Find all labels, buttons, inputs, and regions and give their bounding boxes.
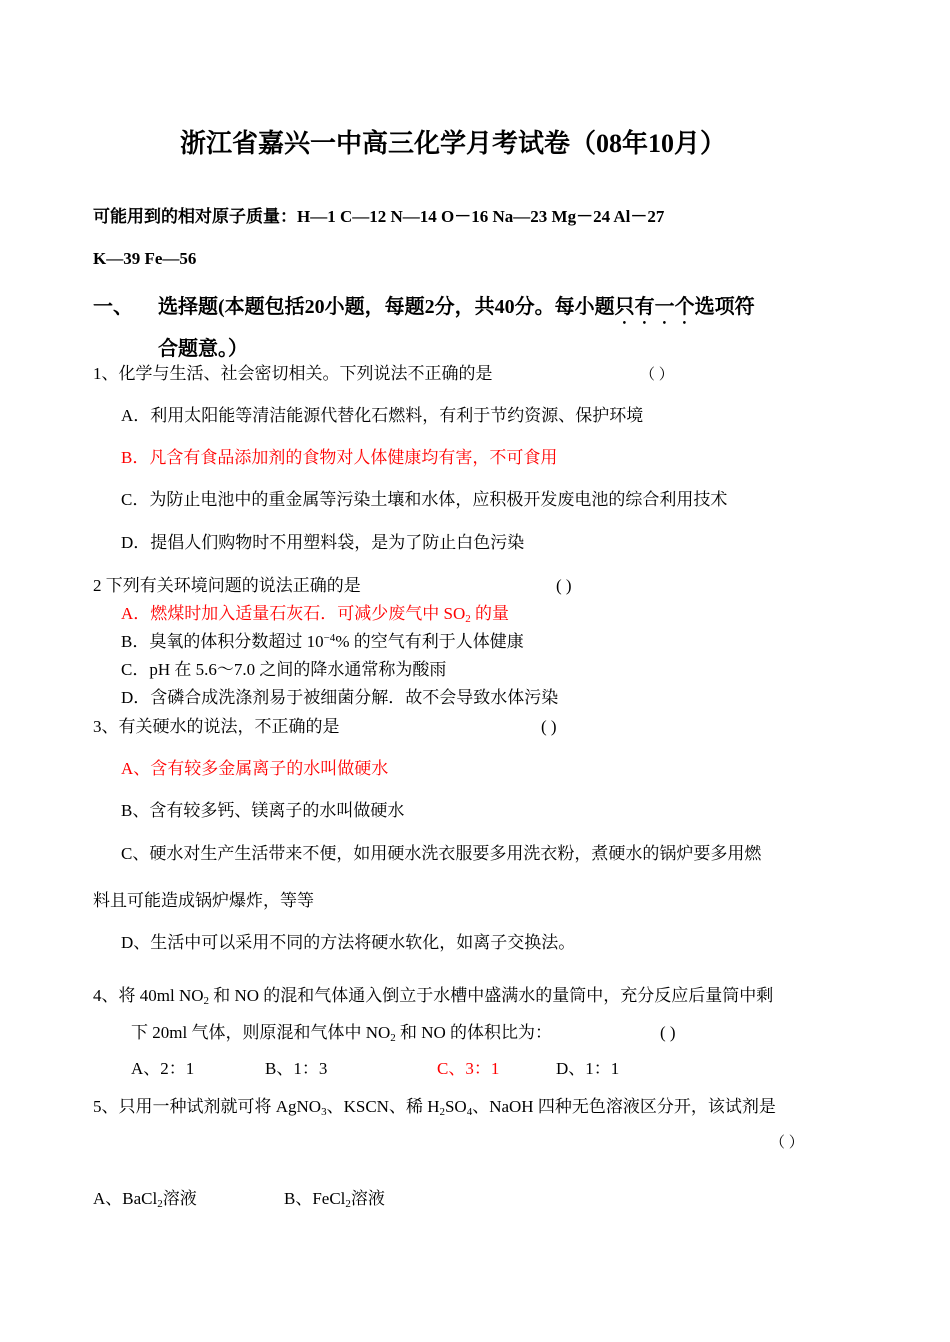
q1-answer-bracket: （ ） [640,367,674,383]
q2-option-a-tail: 的量 [470,604,510,623]
section-number: 一、 [93,296,133,318]
q5-stem-subscript-3: 4 [466,1106,473,1118]
q2-option-b-tail: % 的空气有利于人体健康 [335,632,524,651]
q2-option-a-text: A．燃煤时加入适量石灰石．可减少废气中 SO [121,604,466,623]
q2-option-b [121,631,524,653]
q5-stem-text-1: 5、只用一种试剂就可将 AgNO [93,1097,322,1116]
q4-stem-text-b: 和 NO 的混和气体通入倒立于水槽中盛满水的量筒中，充分反应后量筒中剩 [209,986,774,1005]
q5-stem-text-3: SO [444,1097,467,1116]
q2-option-b-text: B．臭氧的体积分数超过 10 [121,632,324,651]
q5-answer-bracket: （ ） [770,1135,804,1151]
q2-option-d: D．含磷合成洗涤剂易于被细菌分解．故不会导致水体污染 [121,688,559,707]
section-heading-text-b: 选项符 [694,296,755,318]
q3-stem: 3、有关硬水的说法，不正确的是 [93,717,340,736]
q1-option-a: A．利用太阳能等清洁能源代替化石燃料，有利于节约资源、保护环境 [121,406,644,425]
page-title: 浙江省嘉兴一中高三化学月考试卷（08年10月） [180,129,727,158]
q5-stem-text-2: 、KSCN、稀 H [326,1097,440,1116]
q5-stem-subscript-2: 2 [439,1106,445,1118]
q4-option-d: D、1：1 [556,1059,620,1078]
q3-option-b: B、含有较多钙、镁离子的水叫做硬水 [121,801,405,820]
q4-stem-text-a: 4、将 40ml NO [93,986,204,1005]
q5-option-a-subscript: 2 [157,1198,163,1210]
q5-option-b-text: B、FeCl [284,1189,346,1208]
q1-option-b: B．凡含有食品添加剂的食物对人体健康均有害，不可食用 [121,448,558,467]
q2-option-a [121,603,509,625]
q1-stem: 1、化学与生活、社会密切相关。下列说法不正确的是 [93,364,493,383]
atomic-masses-line-1: 可能用到的相对原子质量：H—1 C—12 N—14 O－16 Na—23 Mg－24 Al－27 [93,207,665,226]
q3-answer-bracket: ( ) [541,717,557,736]
q2-option-a-subscript: 2 [465,613,471,625]
q4-answer-bracket: ( ) [660,1023,676,1042]
q3-option-a: A、含有较多金属离子的水叫做硬水 [121,759,389,778]
q2-stem: 2 下列有关环境问题的说法正确的是 [93,576,361,595]
q5-option-b [284,1188,385,1210]
q2-answer-bracket: ( ) [556,576,572,595]
q3-option-d: D、生活中可以采用不同的方法将硬水软化，如离子交换法。 [121,933,576,952]
q5-stem [93,1096,776,1118]
q2-option-c: C．pH 在 5.6～7.0 之间的降水通常称为酸雨 [121,660,447,679]
q5-option-a-text: A、BaCl [93,1189,158,1208]
q4-option-b: B、1：3 [265,1059,328,1078]
q5-option-a-tail: 溶液 [162,1189,197,1208]
q4-option-a: A、2：1 [131,1059,195,1078]
q2-option-b-exponent: −4 [323,632,336,644]
q5-option-b-subscript: 2 [345,1198,351,1210]
q5-option-a [93,1188,197,1210]
q4-stem-subscript: 2 [203,995,209,1007]
q4-option-c: C、3：1 [437,1059,500,1078]
q4-stem-line-2 [131,1022,552,1044]
section-heading-line-2: 合题意。） [158,338,248,360]
section-heading [158,294,755,329]
q3-option-c: C、硬水对生产生活带来不便，如用硬水洗衣服要多用洗衣粉，煮硬水的锅炉要多用燃 [121,844,762,863]
q5-stem-subscript-1: 3 [321,1106,327,1118]
q3-option-c-continued: 料且可能造成锅炉爆炸，等等 [93,891,314,910]
q1-option-c: C．为防止电池中的重金属等污染土壤和水体，应积极开发废电池的综合利用技术 [121,490,728,509]
atomic-masses-line-2: K—39 Fe—56 [93,249,197,268]
section-heading-emphasis: 只有一个 [614,296,695,318]
q1-option-d: D．提倡人们购物时不用塑料袋，是为了防止白色污染 [121,533,525,552]
q5-stem-text-4: 、NaOH 四种无色溶液区分开，该试剂是 [472,1097,776,1116]
section-heading-text-a: 选择题(本题包括20小题，每题2分，共40分。每小题 [158,296,615,318]
q5-option-b-tail: 溶液 [350,1189,385,1208]
q4-stem-line-2-text-b: 和 NO 的体积比为： [395,1023,553,1042]
q4-stem-line-2-subscript: 2 [390,1032,396,1044]
q4-stem-line-2-text-a: 下 20ml 气体，则原混和气体中 NO [131,1023,391,1042]
q4-stem-line-1 [93,985,773,1007]
